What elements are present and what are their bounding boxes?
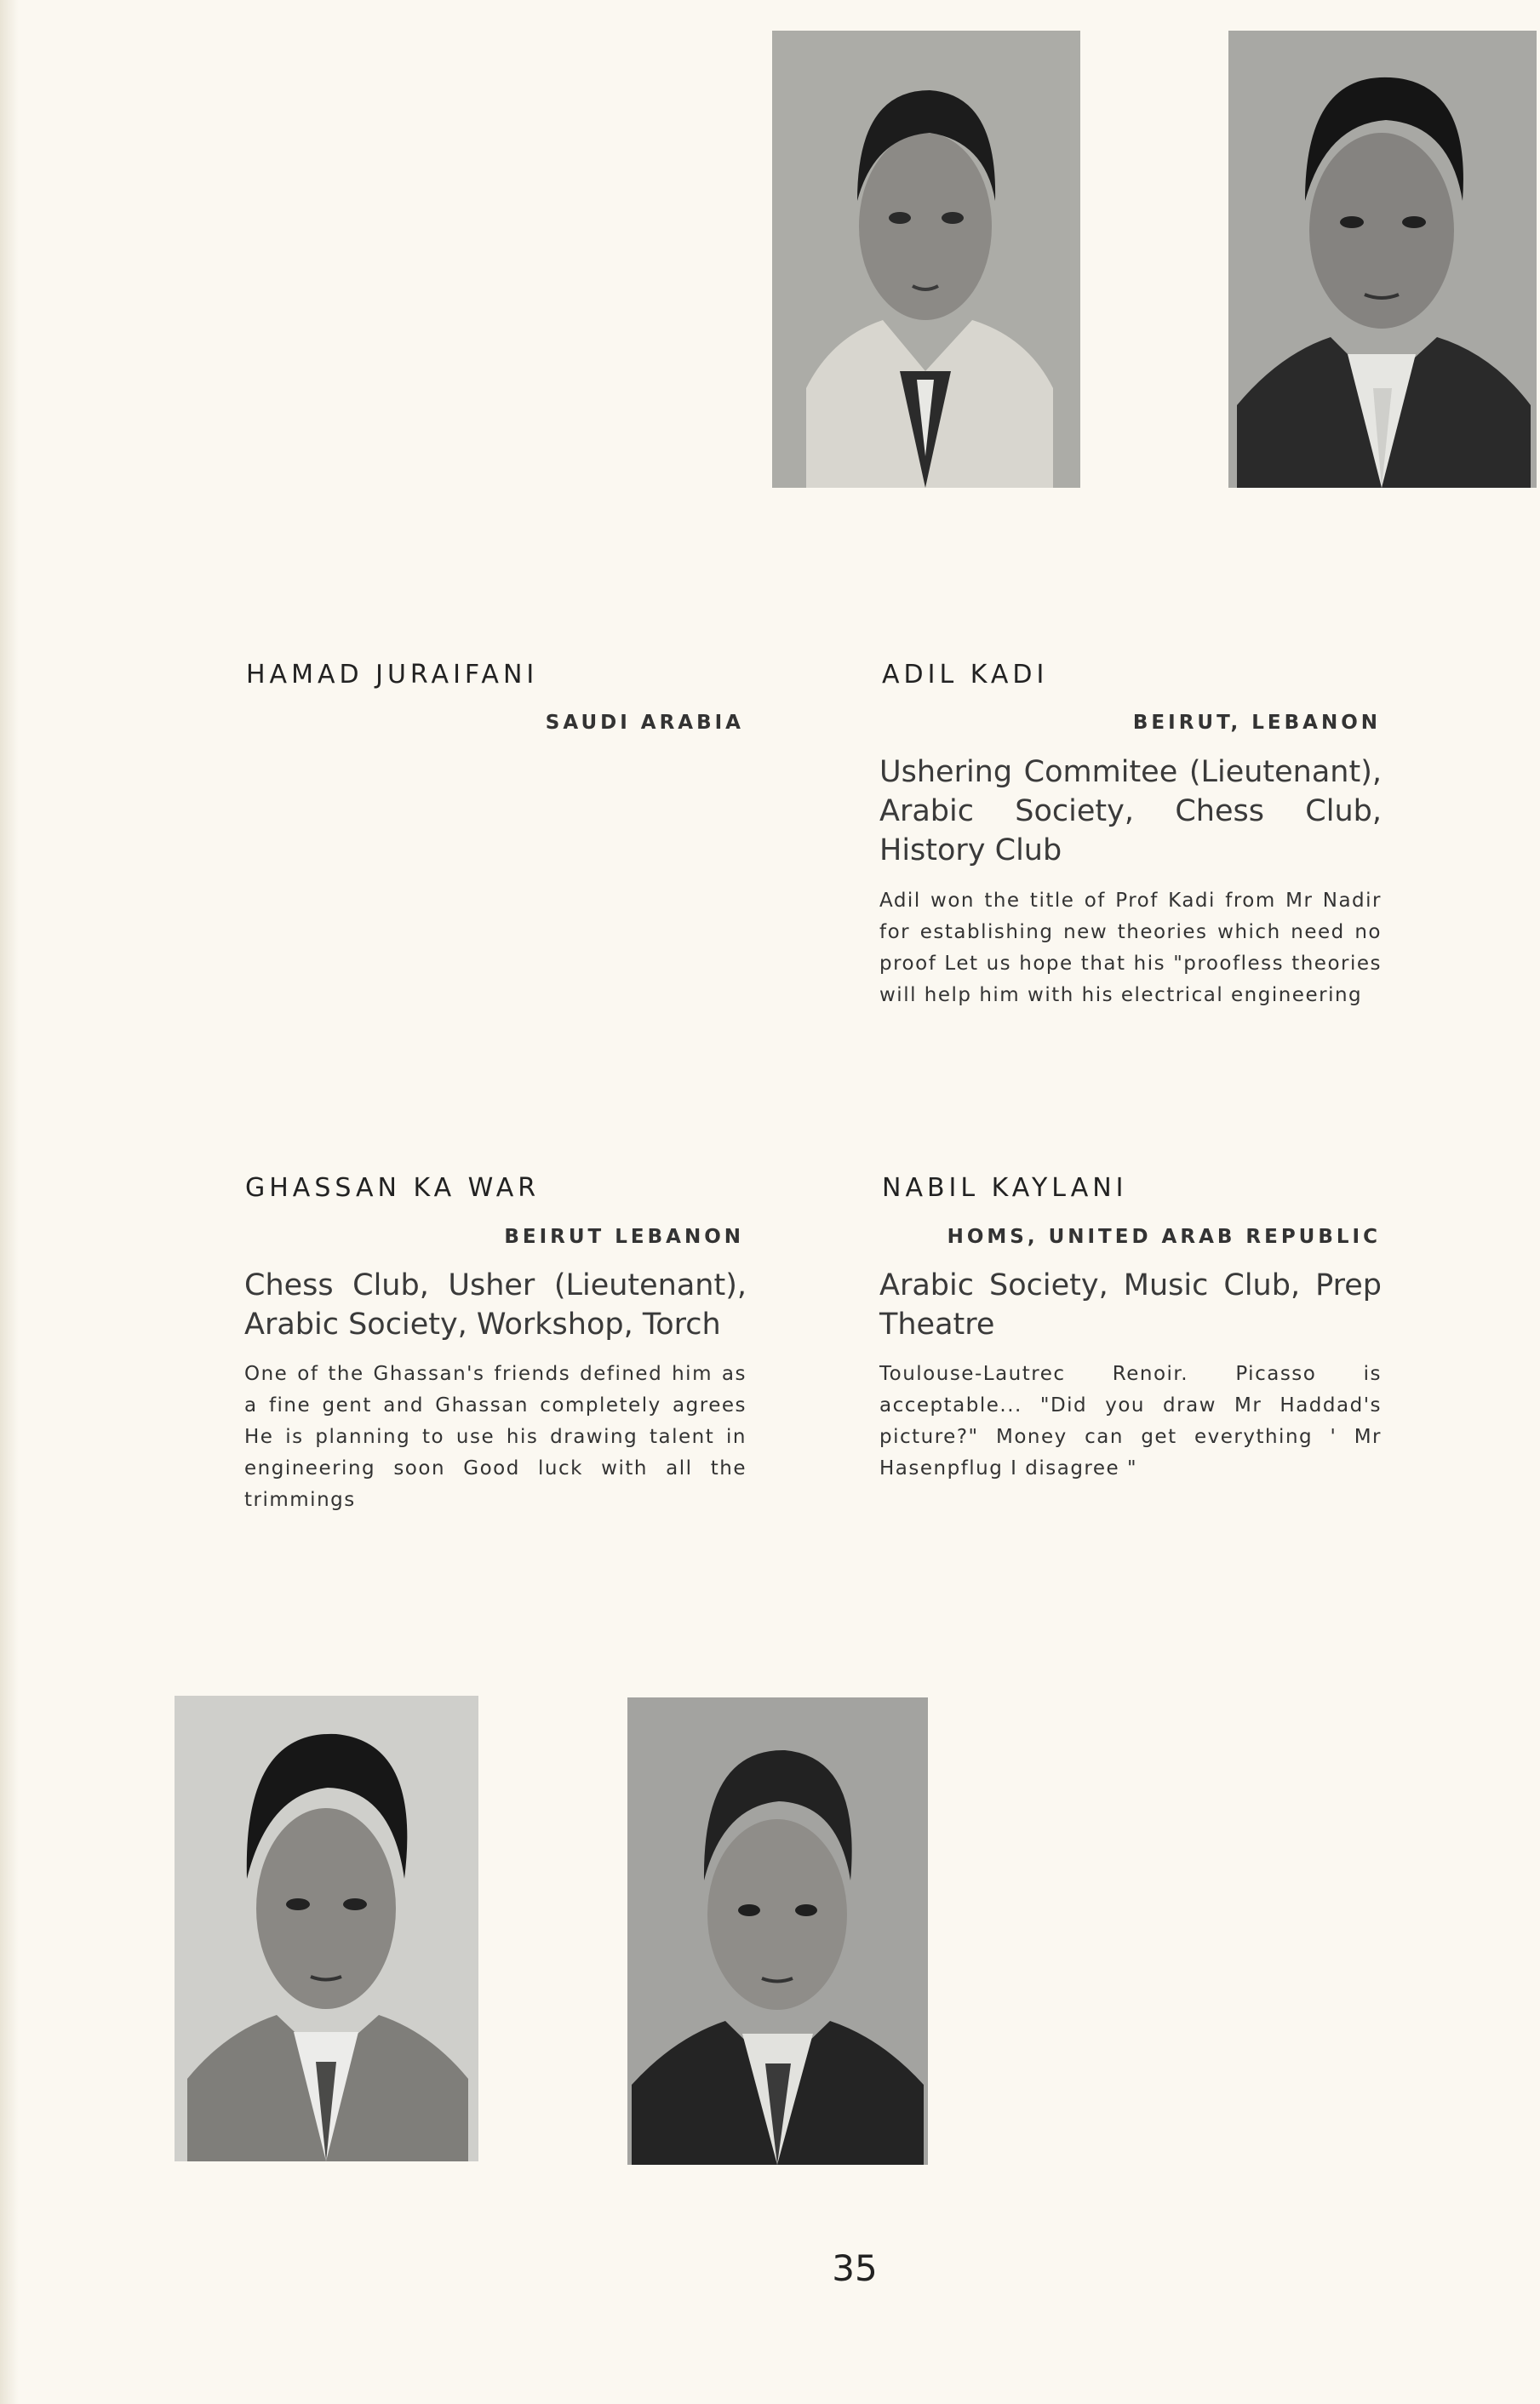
- student-bio-adil-kadi: Adil won the title of Prof Kadi from Mr Nadir for establishing new theories which need no proof Let us hope that his "proofless theories will help him with his electrical engineering: [879, 890, 1382, 1006]
- student-origin-adil-kadi: BEIRUT, LEBANON: [1132, 712, 1381, 734]
- portrait-photo-ghassan-kawar: [175, 1696, 478, 2161]
- student-origin-hamad-juraifani: SAUDI ARABIA: [545, 712, 744, 734]
- student-bio-nabil-kaylani: Toulouse-Lautrec Renoir. Picasso is acceptable... "Did you draw Mr Haddad's picture?" Money can get everything ' Mr Hasenpflug I disagree ": [879, 1363, 1382, 1480]
- student-name-ghassan-kawar: GHASSAN KA WAR: [245, 1173, 541, 1203]
- student-name-hamad-juraifani: HAMAD JURAIFANI: [246, 660, 539, 690]
- page-edge: [0, 0, 19, 2404]
- student-name-nabil-kaylani: NABIL KAYLANI: [882, 1173, 1128, 1203]
- student-bio-ghassan-kawar: One of the Ghassan's friends defined him as a fine gent and Ghassan completely agrees He is planning to use his drawing talent in engineering soon Good luck with all the trimmings: [244, 1363, 747, 1511]
- portrait-photo-adil-kadi: [1228, 31, 1537, 488]
- page-number: 35: [832, 2247, 878, 2289]
- student-activities-nabil-kaylani: Arabic Society, Music Club, Prep Theatre: [879, 1268, 1382, 1342]
- student-origin-ghassan-kawar: BEIRUT LEBANON: [504, 1226, 744, 1248]
- student-activities-ghassan-kawar: Chess Club, Usher (Lieutenant), Arabic Society, Workshop, Torch: [244, 1268, 747, 1342]
- student-name-adil-kadi: ADIL KADI: [882, 660, 1049, 690]
- student-origin-nabil-kaylani: HOMS, UNITED ARAB REPUBLIC: [947, 1226, 1381, 1248]
- student-activities-adil-kadi: Ushering Commitee (Lieutenant), Arabic Society, Chess Club, History Club: [879, 755, 1382, 867]
- portrait-photo-hamad-juraifani: [772, 31, 1080, 488]
- portrait-photo-nabil-kaylani: [627, 1697, 928, 2165]
